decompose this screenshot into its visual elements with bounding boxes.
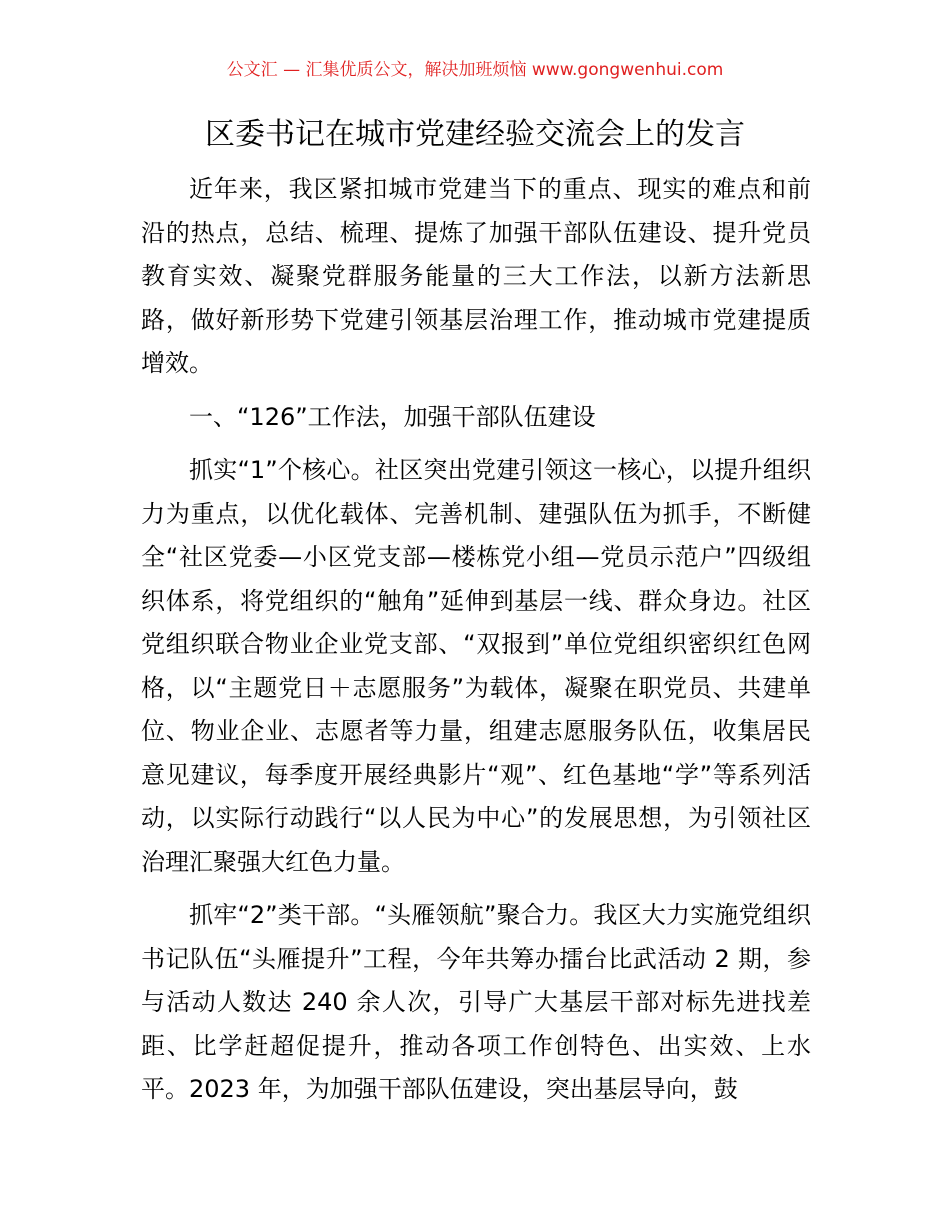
paragraph-intro: 近年来，我区紧扣城市党建当下的重点、现实的难点和前沿的热点，总结、梳理、提炼了加强干部队伍建设、提升党员教育实效、凝聚党群服务能量的三大工作法，以新方法新思路，做好新形势下党建引领基层治理工作，推动城市党建提质增效。 [141,175,811,377]
section-heading-1: 一、“126”工作法，加强干部队伍建设 [189,402,596,431]
header-banner: 公文汇 — 汇集优质公文，解决加班烦恼 www.gongwenhui.com [226,60,724,80]
paragraph-cadres: 抓牢“2”类干部。“头雁领航”聚合力。我区大力实施党组织书记队伍“头雁提升”工程，今年共筹办擂台比武活动 2 期，参与活动人数达 240 余人次，引导广大基层干部对标先进找差距、比学赶超促提升，推动各项工作创特色、出实效、上水平。2023 年，为加强干部队伍建设，突出基层导向，鼓 [141,901,811,1103]
paragraph-core: 抓实“1”个核心。社区突出党建引领这一核心，以提升组织力为重点，以优化载体、完善机制、建强队伍为抓手，不断健全“社区党委—小区党支部—楼栋党小组—党员示范户”四级组织体系，将党组织的“触角”延伸到基层一线、群众身边。社区党组织联合物业企业党支部、“双报到”单位党组织密织红色网格，以“主题党日＋志愿服务”为载体，凝聚在职党员、共建单位、物业企业、志愿者等力量，组建志愿服务队伍，收集居民意见建议，每季度开展经典影片“观”、红色基地“学”等系列活动，以实际行动践行“以人民为中心”的发展思想，为引领社区治理汇聚强大红色力量。 [141,456,811,876]
document-title: 区委书记在城市党建经验交流会上的发言 [205,117,745,152]
document-body [141,168,811,1112]
